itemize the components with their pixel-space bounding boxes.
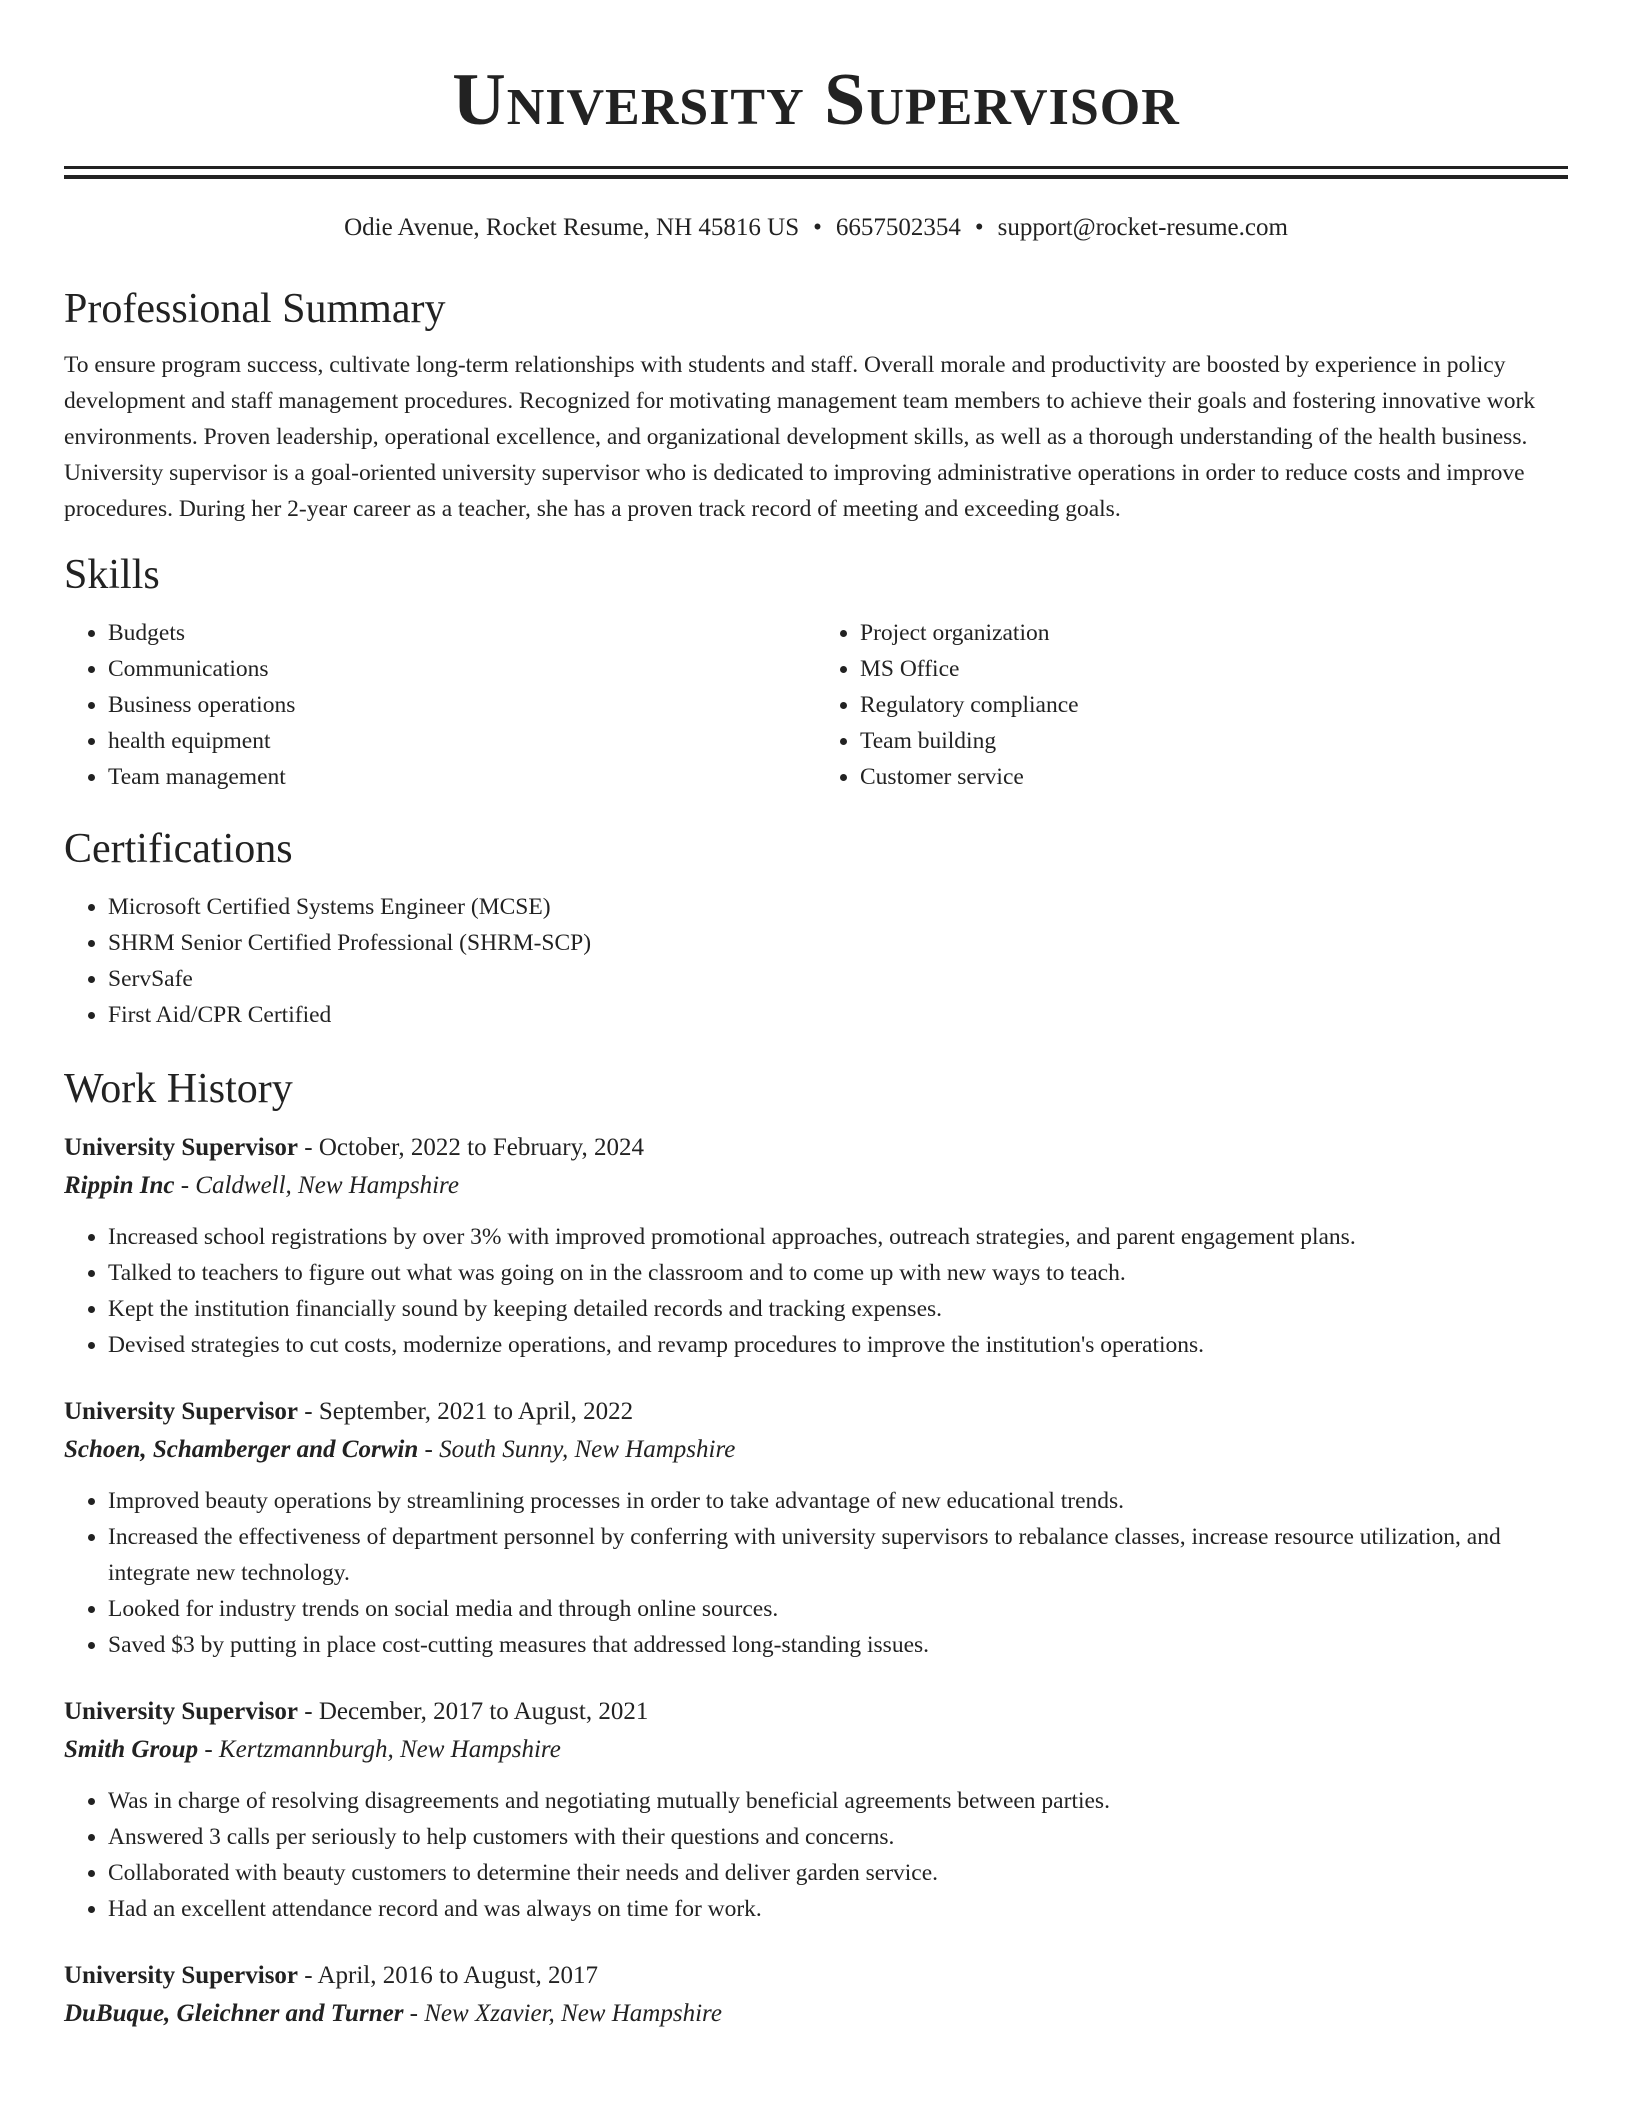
job-company: Schoen, Schamberger and Corwin: [64, 1436, 419, 1463]
job-bullet: • Answered 3 calls per seriously to help customers with their questions and concerns.: [108, 1819, 1568, 1855]
job-entry: [64, 1393, 1568, 1663]
job-title: University Supervisor: [64, 1134, 299, 1161]
job-bullet: • Talked to teachers to figure out what was going on in the classroom and to come up with new ways to teach.: [108, 1255, 1568, 1291]
skills-section: [64, 549, 1568, 795]
job-company: DuBuque, Gleichner and Turner: [64, 2000, 404, 2027]
skills-heading: Skills: [64, 552, 160, 598]
resume-name: University Supervisor: [452, 59, 1180, 141]
skill-item: • Team management: [108, 759, 816, 795]
job-header: [64, 1393, 1568, 1431]
skill-item: • Regulatory compliance: [860, 687, 1568, 723]
job-bullets: [64, 1219, 1568, 1363]
skill-item: • Team building: [860, 723, 1568, 759]
job-location: - New Xzavier, New Hampshire: [403, 2000, 722, 2027]
job-dates: - October, 2022 to February, 2024: [298, 1134, 644, 1161]
job-entry: [64, 1693, 1568, 1927]
job-bullet: • Saved $3 by putting in place cost-cutting measures that addressed long-standing issues.: [108, 1627, 1568, 1663]
certifications-section: [64, 823, 1568, 1033]
job-bullets: [64, 1483, 1568, 1663]
skill-item: • Business operations: [108, 687, 816, 723]
contact-line: [64, 211, 1568, 245]
summary-section: [64, 283, 1568, 527]
work-history-section: [64, 1063, 1568, 2033]
skills-columns: [64, 615, 1568, 795]
certifications-list: [64, 889, 1568, 1033]
certification-item: • First Aid/CPR Certified: [108, 997, 1568, 1033]
job-company-line: [64, 1995, 1568, 2033]
job-header: [64, 1129, 1568, 1167]
job-entry: [64, 1957, 1568, 2033]
header-rule-bottom: [64, 175, 1568, 179]
job-bullets: [64, 1783, 1568, 1927]
job-bullet: • Collaborated with beauty customers to determine their needs and deliver garden service.: [108, 1855, 1568, 1891]
job-location: - South Sunny, New Hampshire: [418, 1436, 736, 1463]
job-location: - Caldwell, New Hampshire: [174, 1172, 459, 1199]
skill-item: • Customer service: [860, 759, 1568, 795]
contact-phone: 6657502354: [835, 214, 961, 241]
summary-heading: Professional Summary: [64, 286, 446, 332]
job-title: University Supervisor: [64, 1398, 299, 1425]
job-dates: - December, 2017 to August, 2021: [298, 1698, 649, 1725]
header-rule-top: [64, 166, 1568, 169]
job-bullet: • Increased the effectiveness of department personnel by conferring with university supervisors to rebalance classes, increase resource utilization, and integrate new technology.: [108, 1519, 1568, 1591]
contact-separator: •: [974, 214, 984, 241]
job-company-line: [64, 1167, 1568, 1205]
job-dates: - September, 2021 to April, 2022: [298, 1398, 634, 1425]
summary-text: To ensure program success, cultivate long-term relationships with students and staff. Overall morale and productivity are boosted by experience in policy development and staff management procedures. Recognized for motivating management team members to achieve their goals and fostering innovative work environments. Proven leadership, operational excellence, and organizational development skills, as well as a thorough understanding of the health business. University supervisor is a goal-oriented university supervisor who is dedicated to improving administrative operations in order to reduce costs and improve procedures. During her 2-year career as a teacher, she has a proven track record of meeting and exceeding goals.: [64, 352, 1536, 522]
contact-email: support@rocket-resume.com: [997, 214, 1288, 241]
certification-item: • Microsoft Certified Systems Engineer (MCSE): [108, 889, 1568, 925]
certification-item: • SHRM Senior Certified Professional (SHRM-SCP): [108, 925, 1568, 961]
certifications-heading: Certifications: [64, 826, 293, 872]
skill-item: • Communications: [108, 651, 816, 687]
job-bullet: • Improved beauty operations by streamlining processes in order to take advantage of new educational trends.: [108, 1483, 1568, 1519]
job-company: Rippin Inc: [64, 1172, 175, 1199]
job-bullet: • Had an excellent attendance record and was always on time for work.: [108, 1891, 1568, 1927]
job-header: [64, 1957, 1568, 1995]
contact-separator: •: [813, 214, 822, 241]
skills-list-right: [816, 615, 1568, 795]
job-title: University Supervisor: [64, 1962, 299, 1989]
certification-item: • ServSafe: [108, 961, 1568, 997]
job-bullet: • Was in charge of resolving disagreements and negotiating mutually beneficial agreements between parties.: [108, 1783, 1568, 1819]
job-bullet: • Kept the institution financially sound by keeping detailed records and tracking expenses.: [108, 1291, 1568, 1327]
job-header: [64, 1693, 1568, 1731]
job-company-line: [64, 1731, 1568, 1769]
job-company: Smith Group: [64, 1736, 199, 1763]
skill-item: • health equipment: [108, 723, 816, 759]
contact-address: Odie Avenue, Rocket Resume, NH 45816 US: [344, 214, 800, 241]
job-company-line: [64, 1431, 1568, 1469]
work-history-heading: Work History: [64, 1066, 293, 1112]
job-bullet: • Increased school registrations by over 3% with improved promotional approaches, outreach strategies, and parent engagement plans.: [108, 1219, 1568, 1255]
job-entry: [64, 1129, 1568, 1363]
job-bullet: • Looked for industry trends on social media and through online sources.: [108, 1591, 1568, 1627]
skills-list-left: [64, 615, 816, 795]
skill-item: • MS Office: [860, 651, 1568, 687]
job-dates: - April, 2016 to August, 2017: [298, 1962, 599, 1989]
skill-item: • Project organization: [860, 615, 1568, 651]
job-title: University Supervisor: [64, 1698, 299, 1725]
job-bullet: • Devised strategies to cut costs, modernize operations, and revamp procedures to improve the institution's operations.: [108, 1327, 1568, 1363]
skill-item: • Budgets: [108, 615, 816, 651]
job-location: - Kertzmannburgh, New Hampshire: [198, 1736, 561, 1763]
